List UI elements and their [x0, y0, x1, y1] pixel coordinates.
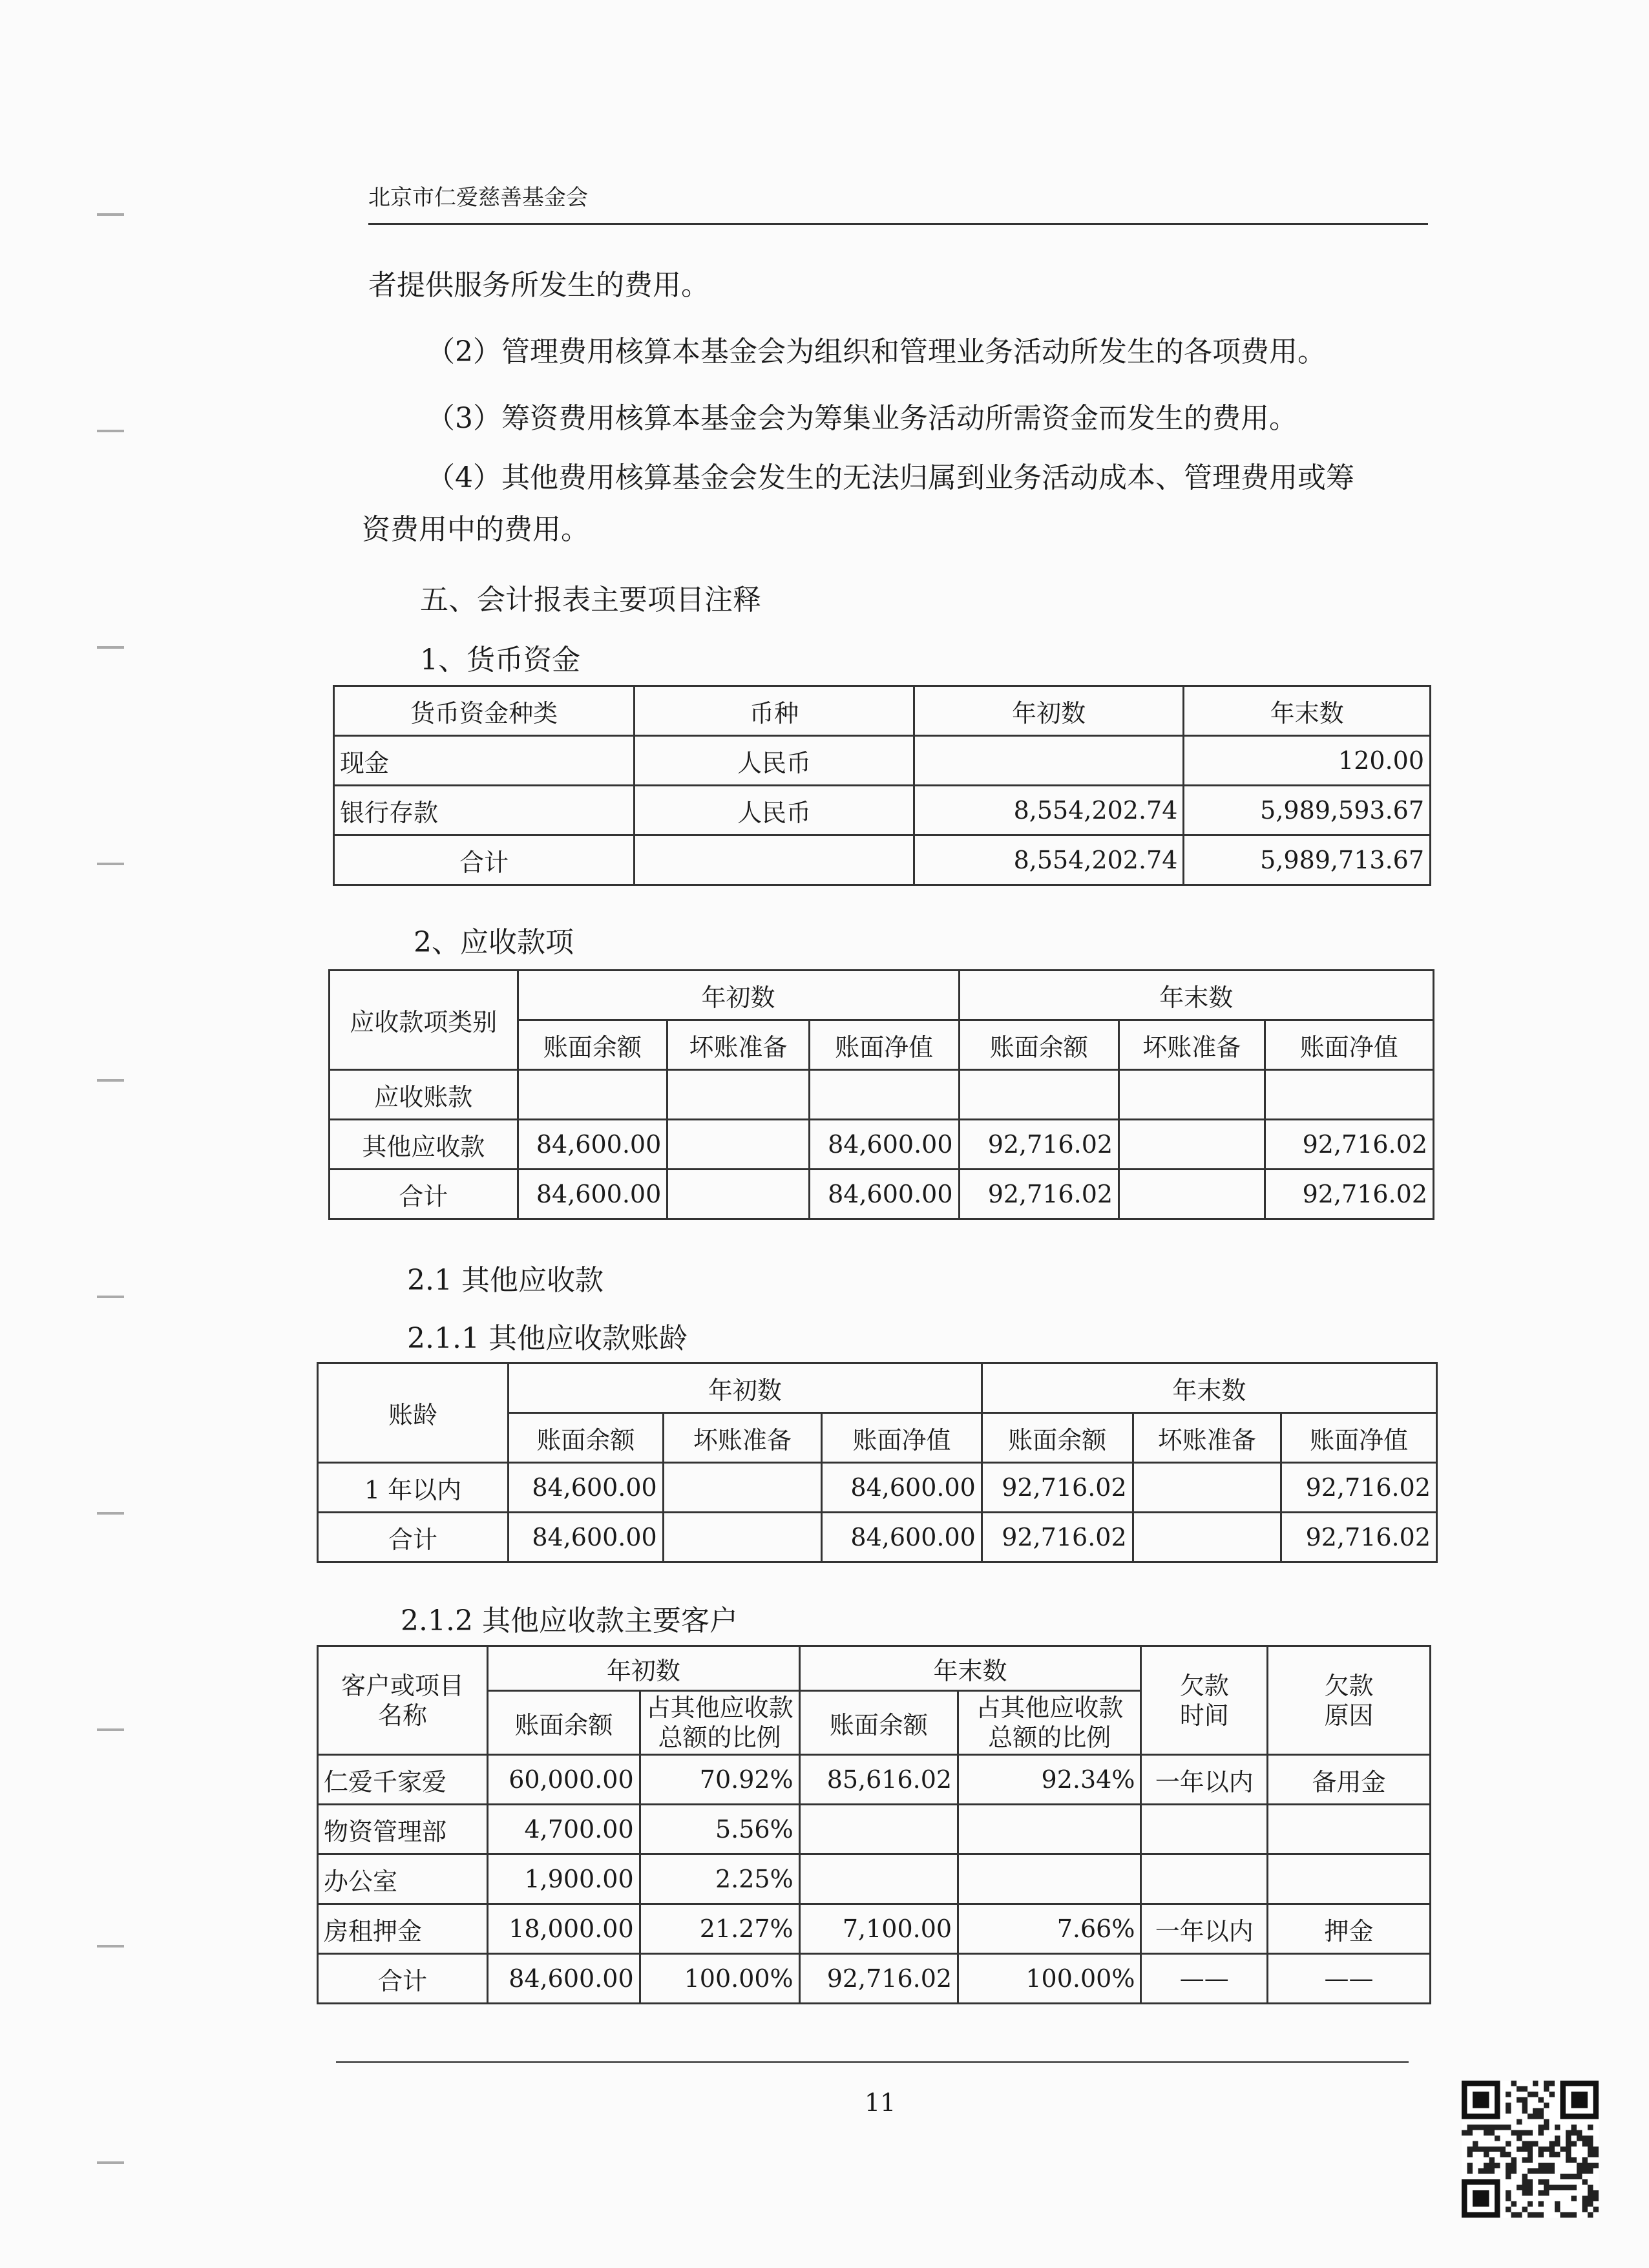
- customers-table: [317, 1645, 1431, 2004]
- header-cell: 货币资金种类: [334, 686, 635, 736]
- punch-mark: [97, 1296, 124, 1298]
- cell: [635, 835, 914, 885]
- cell: 60,000.00: [488, 1755, 640, 1805]
- footer-rule: [336, 2061, 1409, 2063]
- para-line-4a: （4）其他费用核算基金会发生的无法归属到业务活动成本、管理费用或筹: [426, 461, 1354, 494]
- table-row: [330, 1170, 1434, 1219]
- table2-title: 2、应收款项: [414, 926, 574, 959]
- table1-title: 1、货币资金: [420, 644, 580, 677]
- sub-header: 账面净值: [822, 1413, 982, 1463]
- table-row: [330, 1120, 1434, 1170]
- row-label: 房租押金: [318, 1904, 488, 1954]
- group-header: 年初数: [488, 1646, 800, 1691]
- aging-table: [317, 1362, 1438, 1563]
- cell: 5,989,593.67: [1184, 786, 1431, 835]
- cell: 92,716.02: [1265, 1170, 1434, 1219]
- cell: [958, 1854, 1141, 1904]
- cell: 1,900.00: [488, 1854, 640, 1904]
- ratio-header-line: 占其他应收款: [976, 1694, 1124, 1722]
- customer-header-line: 客户或项目: [341, 1671, 465, 1700]
- punch-mark: [97, 863, 124, 865]
- table-header-row: [330, 971, 1434, 1020]
- cell: 7.66%: [958, 1904, 1141, 1954]
- cell: 5.56%: [640, 1805, 799, 1854]
- cell: [1265, 1070, 1434, 1120]
- cell: 8,554,202.74: [914, 835, 1183, 885]
- cell: 84,600.00: [508, 1463, 663, 1513]
- header-cell: 年末数: [1184, 686, 1431, 736]
- cell: 92,716.02: [1281, 1513, 1437, 1562]
- section-title: 五、会计报表主要项目注释: [420, 583, 761, 616]
- cell: [667, 1120, 809, 1170]
- sub-header: 账面净值: [809, 1020, 959, 1070]
- cell: 7,100.00: [799, 1904, 958, 1954]
- table4-title: 2.1.2 其他应收款主要客户: [401, 1604, 738, 1637]
- cell: 84,600.00: [809, 1120, 959, 1170]
- cell: [663, 1513, 821, 1562]
- cell: [1119, 1170, 1265, 1219]
- cell: 84,600.00: [508, 1513, 663, 1562]
- punch-mark: [97, 1728, 124, 1731]
- cell: 一年以内: [1141, 1904, 1268, 1954]
- para-line-3: （3）筹资费用核算本基金会为筹集业务活动所需资金而发生的费用。: [426, 402, 1297, 435]
- debt-reason-header: [1268, 1646, 1431, 1755]
- cell: 一年以内: [1141, 1755, 1268, 1805]
- debt-reason-header-line: 欠款: [1324, 1671, 1374, 1700]
- cell: [799, 1854, 958, 1904]
- row-label: 1 年以内: [318, 1463, 509, 1513]
- cell: 92,716.02: [959, 1170, 1119, 1219]
- cell: 92,716.02: [982, 1513, 1133, 1562]
- page-header-org: 北京市仁爱慈善基金会: [368, 185, 588, 211]
- punch-mark: [97, 1512, 124, 1515]
- category-header: 账龄: [318, 1363, 509, 1463]
- para-line-4b: 资费用中的费用。: [362, 513, 589, 546]
- sub-header: 账面净值: [1281, 1413, 1437, 1463]
- row-label: 物资管理部: [318, 1805, 488, 1854]
- cell: 人民币: [635, 786, 914, 835]
- cell: [809, 1070, 959, 1120]
- table-row: [334, 786, 1431, 835]
- cell: 85,616.02: [799, 1755, 958, 1805]
- sub-header: 账面净值: [1265, 1020, 1434, 1070]
- header-cell: 年初数: [914, 686, 1183, 736]
- cell: 84,600.00: [518, 1170, 667, 1219]
- debt-reason-header-line: 原因: [1324, 1701, 1374, 1730]
- cell: [1119, 1120, 1265, 1170]
- table-row: [318, 1513, 1437, 1562]
- group-header: 年末数: [982, 1363, 1436, 1413]
- customer-header: [318, 1646, 488, 1755]
- row-label: 仁爱千家爱: [318, 1755, 488, 1805]
- cell: 5,989,713.67: [1184, 835, 1431, 885]
- group-header: 年末数: [799, 1646, 1141, 1691]
- cell: [958, 1805, 1141, 1854]
- table-header-row: [334, 686, 1431, 736]
- cell: 人民币: [635, 736, 914, 786]
- punch-mark: [97, 2161, 124, 2164]
- table3-title: 2.1.1 其他应收款账龄: [407, 1322, 688, 1355]
- row-label: 办公室: [318, 1854, 488, 1904]
- table-header-row: [318, 1363, 1437, 1413]
- row-label: 应收账款: [330, 1070, 518, 1120]
- cell: 84,600.00: [488, 1954, 640, 2004]
- ratio-header-line: 总额的比例: [988, 1723, 1111, 1752]
- punch-mark: [97, 1945, 124, 1948]
- cell: 92.34%: [958, 1755, 1141, 1805]
- cell: [914, 736, 1183, 786]
- cell: ——: [1141, 1954, 1268, 2004]
- ratio-header-line: 占其他应收款: [646, 1694, 793, 1722]
- row-label: 合计: [318, 1954, 488, 2004]
- row-label: 银行存款: [334, 786, 635, 835]
- sub-header: 坏账准备: [1119, 1020, 1265, 1070]
- table-row: [318, 1805, 1431, 1854]
- para-line-2: （2）管理费用核算本基金会为组织和管理业务活动所发生的各项费用。: [426, 335, 1326, 368]
- table-row: [334, 736, 1431, 786]
- header-cell: 币种: [635, 686, 914, 736]
- table-row: [330, 1070, 1434, 1120]
- cell: [667, 1170, 809, 1219]
- row-label: 其他应收款: [330, 1120, 518, 1170]
- debt-time-header-line: 欠款: [1179, 1671, 1229, 1700]
- cell: 92,716.02: [959, 1120, 1119, 1170]
- cell: 84,600.00: [822, 1513, 982, 1562]
- cell: [1119, 1070, 1265, 1120]
- cell: 21.27%: [640, 1904, 799, 1954]
- cell: ——: [1268, 1954, 1431, 2004]
- receivables-table: [328, 969, 1434, 1220]
- qr-code-icon: [1462, 2081, 1599, 2218]
- cell: 100.00%: [958, 1954, 1141, 2004]
- debt-time-header: [1141, 1646, 1268, 1755]
- row-label: 合计: [318, 1513, 509, 1562]
- cell: [1141, 1805, 1268, 1854]
- cell: [959, 1070, 1119, 1120]
- cell: 4,700.00: [488, 1805, 640, 1854]
- customer-header-line: 名称: [378, 1701, 428, 1730]
- cell: [1268, 1805, 1431, 1854]
- page-number: 11: [865, 2088, 896, 2117]
- punch-mark: [97, 1079, 124, 1082]
- cell: 84,600.00: [809, 1170, 959, 1219]
- sub-header: 账面余额: [508, 1413, 663, 1463]
- cell: [1141, 1854, 1268, 1904]
- cell: 备用金: [1268, 1755, 1431, 1805]
- header-rule: [368, 223, 1428, 225]
- category-header: 应收款项类别: [330, 971, 518, 1070]
- table-row: [318, 1463, 1437, 1513]
- sub-header: 坏账准备: [1133, 1413, 1281, 1463]
- cash-table: [333, 685, 1431, 886]
- group-header: 年初数: [508, 1363, 982, 1413]
- section-2-1-title: 2.1 其他应收款: [407, 1264, 604, 1297]
- debt-time-header-line: 时间: [1179, 1701, 1229, 1730]
- cell: 120.00: [1184, 736, 1431, 786]
- sub-header: 账面余额: [959, 1020, 1119, 1070]
- ratio-header: [958, 1691, 1141, 1755]
- sub-header: 坏账准备: [667, 1020, 809, 1070]
- cell: [1268, 1854, 1431, 1904]
- cell: 92,716.02: [982, 1463, 1133, 1513]
- cell: [518, 1070, 667, 1120]
- cell: 84,600.00: [518, 1120, 667, 1170]
- punch-mark: [97, 430, 124, 432]
- cell: 92,716.02: [1281, 1463, 1437, 1513]
- cell: 92,716.02: [799, 1954, 958, 2004]
- cell: 押金: [1268, 1904, 1431, 1954]
- row-label: 现金: [334, 736, 635, 786]
- para-line-1: 者提供服务所发生的费用。: [368, 269, 709, 302]
- cell: 18,000.00: [488, 1904, 640, 1954]
- table-row: [334, 835, 1431, 885]
- punch-mark: [97, 646, 124, 649]
- cell: 100.00%: [640, 1954, 799, 2004]
- table-row: [318, 1854, 1431, 1904]
- cell: [667, 1070, 809, 1120]
- sub-header: 账面余额: [488, 1691, 640, 1755]
- table-header-row: [318, 1646, 1431, 1691]
- sub-header: 账面余额: [982, 1413, 1133, 1463]
- ratio-header-line: 总额的比例: [658, 1723, 781, 1752]
- table-row: [318, 1755, 1431, 1805]
- sub-header: 坏账准备: [663, 1413, 821, 1463]
- group-header: 年末数: [959, 971, 1433, 1020]
- sub-header: 账面余额: [799, 1691, 958, 1755]
- row-label: 合计: [334, 835, 635, 885]
- cell: 2.25%: [640, 1854, 799, 1904]
- cell: 70.92%: [640, 1755, 799, 1805]
- group-header: 年初数: [518, 971, 959, 1020]
- ratio-header: [640, 1691, 799, 1755]
- table-row: [318, 1904, 1431, 1954]
- cell: [1133, 1463, 1281, 1513]
- cell: [1133, 1513, 1281, 1562]
- sub-header: 账面余额: [518, 1020, 667, 1070]
- table-row: [318, 1954, 1431, 2004]
- cell: [799, 1805, 958, 1854]
- punch-mark: [97, 213, 124, 216]
- cell: 8,554,202.74: [914, 786, 1183, 835]
- cell: 84,600.00: [822, 1463, 982, 1513]
- cell: 92,716.02: [1265, 1120, 1434, 1170]
- row-label: 合计: [330, 1170, 518, 1219]
- cell: [663, 1463, 821, 1513]
